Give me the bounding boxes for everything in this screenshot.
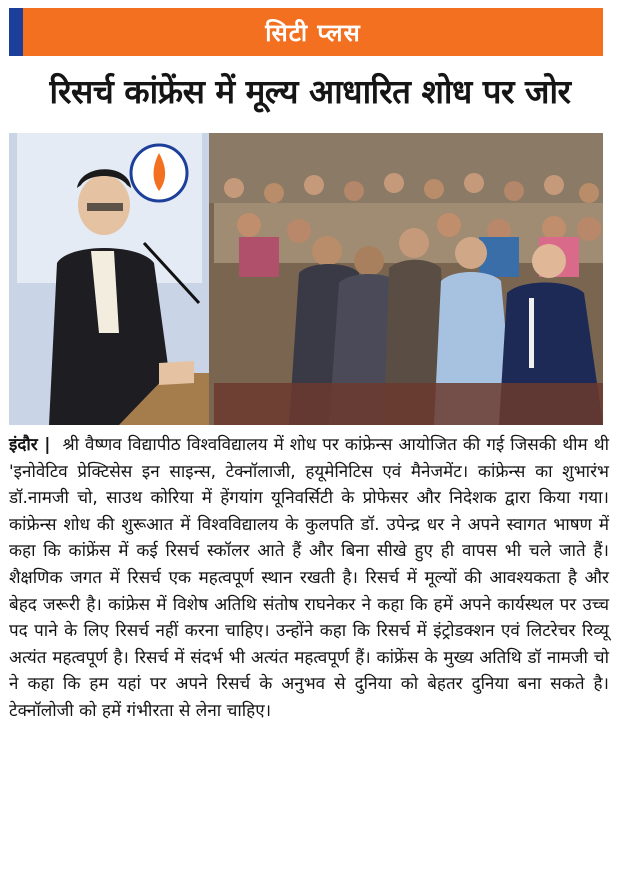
article-photo (9, 133, 603, 425)
dateline: इंदौर | (9, 435, 51, 455)
headline: रिसर्च कांफ्रेंस में मूल्य आधारित शोध पर जोर (49, 72, 571, 111)
photo-illustration (9, 133, 603, 425)
article-paragraph (9, 432, 609, 725)
article-body (9, 432, 609, 725)
section-band-orange-bar (23, 8, 603, 56)
article-text: श्री वैष्णव विद्यापीठ विश्वविद्यालय में शोध पर कांफ्रेन्स आयोजित की गई जिसकी थीम थी 'इनोवेटिव प्रेक्टिसेस इन साइन्स, टेक्नॉलाजी, हयूमेनिटिस एवं मैनेजमेंट। कांफ्रेन्स का शुभारंभ डॉ.नामजी चो, साउथ कोरिया में हेंगयांग यूनिवर्सिटी के प्रोफेसर और निदेशक द्वारा किया गया। कांफ्रेन्स शोध की शुरूआत में विश्वविद्यालय के कुलपति डॉ. उपेन्द्र धर ने अपने स्वागत भाषण में कहा कि कांफ्रेंस में कई रिसर्च स्कॉलर आते हैं और बिना सीखे हुए ही वापस भी चले जाते हैं। शैक्षणिक जगत में रिसर्च एक महत्वपूर्ण स्थान रखती है। रिसर्च में मूल्यों की आवश्यकता है और बेहद जरूरी है। कांफ्रेस में विशेष अतिथि संतोष राघनेकर ने कहा कि हमें अपने कार्यस्थल पर उच्च पद पाने के लिए रिसर्च नहीं करना चाहिए। उन्होंने कहा कि रिसर्च में इंट्रोडक्शन एवं लिटरेचर रिव्यू अत्यंत महत्वपूर्ण है। रिसर्च में संदर्भ भी अत्यंत महत्वपूर्ण हैं। कांफ्रेंस के मुख्य अतिथि डॉ नामजी चो ने कहा कि हम यहां पर अपने रिसर्च के अनुभव से दुनिया को बेहतर दुनिया बना सकते है। टेक्नॉलोजी को हमें गंभीरता से लेना चाहिए। (9, 435, 610, 721)
section-tag: सिटी प्लस (265, 18, 361, 47)
section-band (9, 8, 603, 56)
section-band-blue-block (9, 8, 23, 56)
